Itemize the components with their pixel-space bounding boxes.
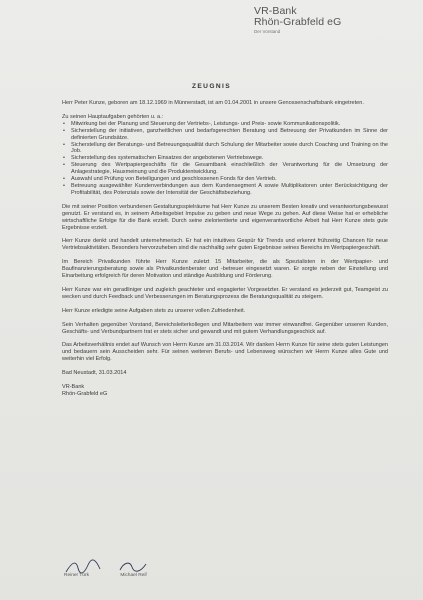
letterhead-bank-name: VR-Bank xyxy=(254,5,297,17)
paragraph-entrepreneurial: Herr Kunze denkt und handelt unternehmerisch. Er hat ein intuitives Gespür für Trends und erkennt frühzeitig Chancen für neue Vertriebsaktivitäten. Besonders hervorzuheben sind die nachhaltig sehr guten Ergebnisse seines Bereichs im Wertpapiergeschäft. xyxy=(62,238,388,252)
closing-bank-name: VR-Bank xyxy=(62,384,85,391)
list-item: • Betreuung ausgewählter Kundenverbindungen aus dem Kundensegment A sowie Multiplikatoren unter Berücksichtigung der Profitabilität, des Potenzials sowie der Intensität der Geschäftsbeziehung. xyxy=(71,183,388,197)
paragraph-behaviour: Sein Verhalten gegenüber Vorstand, Bereichsleiterkollegen und Mitarbeitern war immer einwandfrei. Gegenüber unseren Kunden, Geschäfts- und Verbundpartnern trat er stets sicher und gewandt und mit gutem Verhandlungsgeschick auf. xyxy=(62,321,388,335)
list-item: • Auswahl und Prüfung von Beteiligungen und geschlossenen Fonds für den Vertrieb. xyxy=(71,176,388,183)
list-item: • Sicherstellung des systematischen Einsatzes der angebotenen Vertriebswege. xyxy=(71,155,388,162)
document-title: ZEUGNIS xyxy=(191,83,232,90)
signers xyxy=(64,573,264,578)
signer-name: Michael Reif xyxy=(120,573,147,578)
paragraph-initiative: Die mit seiner Position verbundenen Gestaltungsspielräume hat Herr Kunze zu unserem Besten kreativ und verantwortungsbewusst genutzt. Er verstand es, in seinem Arbeitsgebiet Impulse zu geben und neue Wege zu gehen. Auf diese Weise hat er erhebliche wirtschaftliche Erfolge für die Bank erzielt. Durch seine zielorientierte und eigenverantwortliche Arbeit hat Herr Kunze stets gute Ergebnisse erzielt. xyxy=(62,203,388,231)
place-date: Bad Neustadt, 31.03.2014 xyxy=(62,370,127,377)
intro-paragraph: Herr Peter Kunze, geboren am 18.12.1969 in Münnerstadt, ist am 01.04.2001 in unsere Genossenschaftsbank eingetreten. xyxy=(62,100,364,106)
list-item: • Mitwirkung bei der Planung und Steuerung der Vertriebs-, Leistungs- und Preis- sowie Kommunikationspolitik. xyxy=(71,121,388,128)
closing-bank-region: Rhön-Grabfeld eG xyxy=(62,391,108,397)
signer-name: Reiner Türk xyxy=(64,573,89,578)
letterhead-bank-region: Rhön-Grabfeld eG xyxy=(254,16,342,28)
list-item: • Sicherstellung der initiativen, ganzheitlichen und bedarfsgerechten Beratung und Betreuung der Privatkunden im Sinne der definierten Grundsätze. xyxy=(71,128,388,142)
list-item: • Sicherstellung der Beratungs- und Betreuungsqualität durch Schulung der Mitarbeiter sowie durch Coaching und Training on the Job. xyxy=(71,142,388,156)
tasks-intro: Zu seinen Hauptaufgaben gehörten u. a.: xyxy=(62,113,164,120)
paragraph-performance: Herr Kunze erledigte seine Aufgaben stets zu unserer vollen Zufriedenheit. xyxy=(62,307,246,314)
letterhead xyxy=(254,6,414,34)
list-item: • Steuerung des Wertpapiergeschäfts für die Gesamtbank einschließlich der Verantwortung für die Umsetzung der Anlagestrategie, Hausmeinung und die Produktentwicklung. xyxy=(71,162,388,176)
tasks-list xyxy=(62,121,388,197)
paragraph-manager: Herr Kunze war ein geradliniger und zugleich geachteter und engagierter Vorgesetzter. Er verstand es jederzeit gut, Teamgeist zu wecken und durch Feedback und Verbesserungen im Beratungsprozess die Beratungsqualität zu steigern. xyxy=(62,286,388,300)
letterhead-subtitle: Der Vorstand xyxy=(254,29,281,34)
document-body xyxy=(62,100,388,398)
closing-bank xyxy=(62,384,388,398)
paragraph-closing: Das Arbeitsverhältnis endet auf Wunsch von Herrn Kunze am 31.03.2014. Wir danken Herrn Kunze für seine stets guten Leistungen und bedauern sein Ausscheiden sehr. Für seinen weiteren Berufs- und Lebensweg wünschen wir Herrn Kunze alles Gute und weiterhin viel Erfolg. xyxy=(62,342,388,363)
paragraph-leadership: Im Bereich Privatkunden führte Herr Kunze zuletzt 15 Mitarbeiter, die als Spezialisten in der Wertpapier- und Baufinanzierungsberatung sowie als Privatkundenberater und -betreuer eingesetzt waren. Er sorgte neben der Einstellung und Einarbeitung erfolgreich für deren Motivation und ständige Ausbildung und Förderung. xyxy=(62,259,388,280)
